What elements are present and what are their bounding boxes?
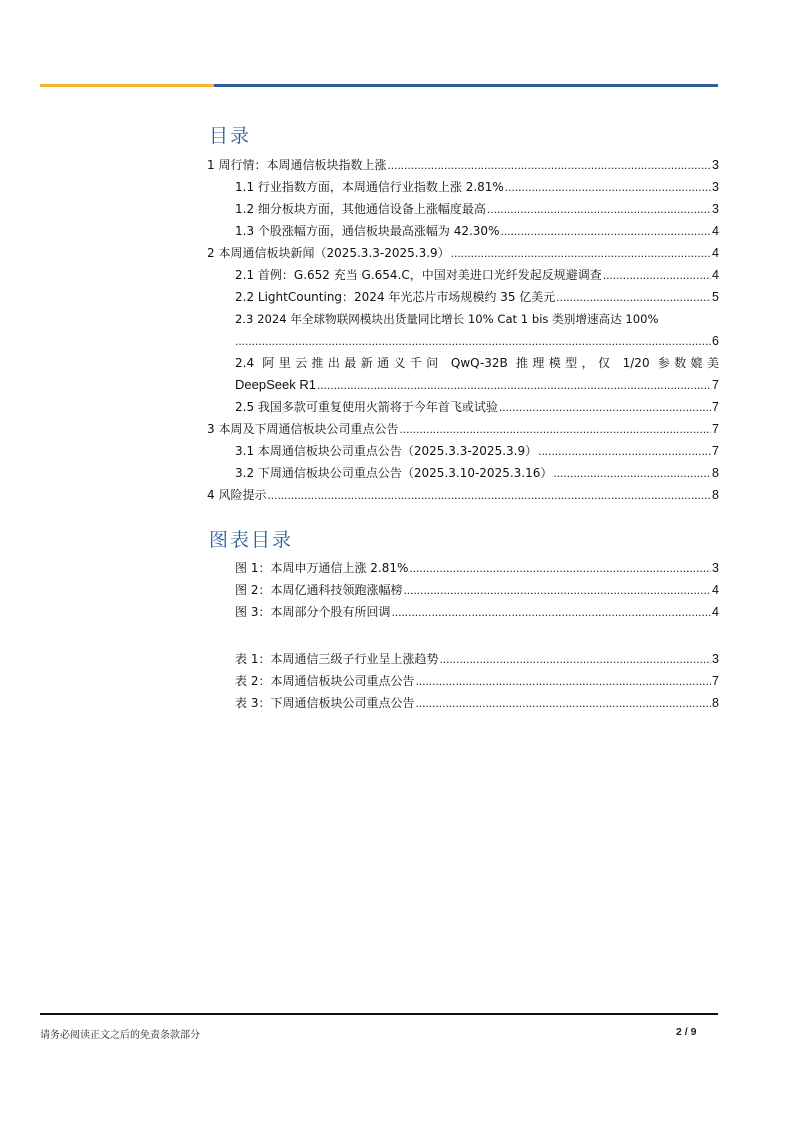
figure-entry-page: 4 — [712, 583, 719, 597]
toc-entry-continuation[interactable] — [207, 330, 719, 352]
toc-entry-label: 2.5 我国多款可重复使用火箭将于今年首飞或试验 — [235, 400, 498, 414]
toc-entry-page: 6 — [712, 334, 719, 348]
toc-entry[interactable] — [207, 176, 719, 198]
header-rule-gold — [40, 84, 214, 87]
toc-entry-page: 5 — [712, 290, 719, 304]
header-rule-blue — [214, 84, 718, 87]
table-entry[interactable] — [207, 670, 719, 692]
toc-entry-page: 3 — [712, 202, 719, 216]
toc-entry-label: 4 风险提示 — [207, 488, 267, 502]
figure-entry-page: 3 — [712, 561, 719, 575]
toc-entry-label: 2.2 LightCounting：2024 年光芯片市场规模约 35 亿美元 — [235, 290, 556, 304]
leader-dots — [409, 557, 711, 579]
leader-dots — [317, 374, 711, 396]
toc-entry-label: 2.3 2024 年全球物联网模块出货量同比增长 10% Cat 1 bis 类别增速高达 100% — [235, 312, 659, 326]
leader-dots — [267, 484, 711, 506]
toc-entry[interactable] — [207, 352, 719, 374]
leader-dots — [387, 154, 711, 176]
table-entry[interactable] — [207, 692, 719, 714]
toc-entry-label: 3.2 下周通信板块公司重点公告（2025.3.10-2025.3.16） — [235, 466, 553, 480]
figures-toc-title: 图表目录 — [209, 529, 294, 551]
toc-entry-page: 3 — [712, 180, 719, 194]
table-entry-page: 8 — [712, 696, 719, 710]
toc-entry-label: DeepSeek R1 — [235, 377, 316, 392]
footer-disclaimer: 请务必阅读正文之后的免责条款部分 — [40, 1030, 200, 1041]
toc-entry-page: 4 — [712, 224, 719, 238]
header-rule — [40, 84, 718, 87]
figure-entry-label: 图 3：本周部分个股有所回调 — [235, 605, 391, 619]
table-entry[interactable] — [207, 648, 719, 670]
leader-dots — [603, 264, 711, 286]
toc-entry[interactable] — [207, 286, 719, 308]
figure-entry[interactable] — [207, 557, 719, 579]
toc-entry-page: 7 — [712, 444, 719, 458]
toc-entry-label: 2.4 阿里云推出最新通义千问 QwQ-32B 推理模型，仅 1/20 参数媲美 — [235, 356, 719, 370]
page-indicator: 2 / 9 — [676, 1026, 697, 1038]
toc-entry-page: 4 — [712, 268, 719, 282]
leader-dots — [556, 286, 711, 308]
leader-dots — [505, 176, 711, 198]
leader-dots — [415, 692, 711, 714]
table-of-contents — [207, 154, 719, 506]
leader-dots — [235, 330, 711, 352]
toc-entry-label: 1 周行情：本周通信板块指数上涨 — [207, 158, 387, 172]
toc-entry-page: 4 — [712, 246, 719, 260]
figure-entry[interactable] — [207, 601, 719, 623]
leader-dots — [500, 220, 711, 242]
toc-entry-label: 3 本周及下周通信板块公司重点公告 — [207, 422, 399, 436]
toc-entry[interactable] — [207, 396, 719, 418]
table-entry-label: 表 1：本周通信三级子行业呈上涨趋势 — [235, 652, 439, 666]
toc-entry-page: 3 — [712, 158, 719, 172]
toc-entry[interactable] — [207, 440, 719, 462]
table-entry-page: 7 — [712, 674, 719, 688]
toc-entry-label: 3.1 本周通信板块公司重点公告（2025.3.3-2025.3.9） — [235, 444, 538, 458]
figure-entry[interactable] — [207, 579, 719, 601]
toc-entry-page: 7 — [712, 378, 719, 392]
toc-entry-label: 2.1 首例：G.652 充当 G.654.C，中国对美进口光纤发起反规避调查 — [235, 268, 602, 282]
toc-entry[interactable] — [207, 242, 719, 264]
toc-entry[interactable] — [207, 484, 719, 506]
table-entry-label: 表 3：下周通信板块公司重点公告 — [235, 696, 415, 710]
leader-dots — [451, 242, 711, 264]
toc-entry[interactable] — [207, 198, 719, 220]
toc-entry[interactable] — [207, 154, 719, 176]
leader-dots — [403, 579, 711, 601]
toc-entry-page: 7 — [712, 422, 719, 436]
footer-rule — [40, 1013, 718, 1015]
leader-dots — [553, 462, 711, 484]
toc-entry[interactable] — [207, 462, 719, 484]
leader-dots — [391, 601, 711, 623]
toc-entry-label: 2 本周通信板块新闻（2025.3.3-2025.3.9） — [207, 246, 450, 260]
tables-list — [207, 648, 719, 714]
leader-dots — [499, 396, 711, 418]
toc-entry[interactable] — [207, 220, 719, 242]
leader-dots — [399, 418, 711, 440]
toc-title: 目录 — [209, 125, 252, 147]
toc-entry-continuation[interactable] — [207, 374, 719, 396]
leader-dots — [439, 648, 711, 670]
toc-entry[interactable] — [207, 308, 719, 330]
figure-entry-label: 图 1：本周申万通信上涨 2.81% — [235, 561, 409, 575]
toc-entry-page: 8 — [712, 466, 719, 480]
table-entry-label: 表 2：本周通信板块公司重点公告 — [235, 674, 415, 688]
toc-entry-label: 1.1 行业指数方面，本周通信行业指数上涨 2.81% — [235, 180, 504, 194]
toc-entry-page: 7 — [712, 400, 719, 414]
toc-entry-label: 1.3 个股涨幅方面，通信板块最高涨幅为 42.30% — [235, 224, 500, 238]
leader-dots — [487, 198, 711, 220]
toc-entry-label: 1.2 细分板块方面，其他通信设备上涨幅度最高 — [235, 202, 486, 216]
toc-entry[interactable] — [207, 264, 719, 286]
leader-dots — [415, 670, 711, 692]
figure-entry-label: 图 2：本周亿通科技领跑涨幅榜 — [235, 583, 403, 597]
figure-entry-page: 4 — [712, 605, 719, 619]
leader-dots — [538, 440, 711, 462]
toc-entry-page: 8 — [712, 488, 719, 502]
figures-list — [207, 557, 719, 623]
table-entry-page: 3 — [712, 652, 719, 666]
toc-entry[interactable] — [207, 418, 719, 440]
